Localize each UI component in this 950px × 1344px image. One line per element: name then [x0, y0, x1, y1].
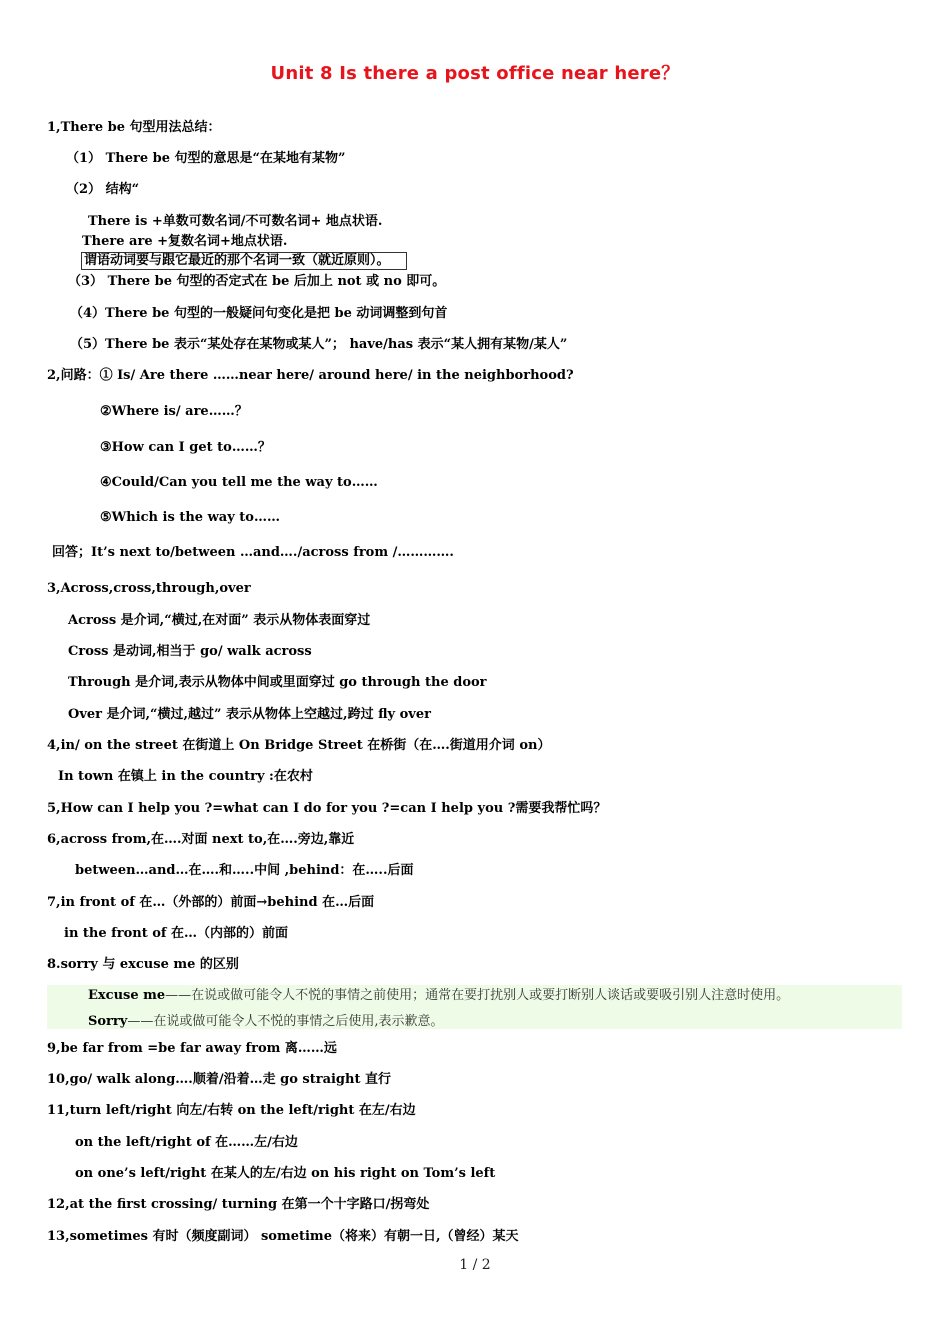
section-2-heading: 2,问路：① Is/ Are there ……near here/ around here/ in the neighborhood? — [47, 368, 574, 383]
sorry-line — [88, 1014, 443, 1030]
section-2-answer: 回答；It’s next to/between …and…./across from /…………. — [52, 545, 454, 560]
section-2-item-3: ③How can I get to……？ — [100, 440, 271, 455]
section-11-line-2: on the left/right of 在……左/右边 — [75, 1135, 298, 1150]
section-3-cross: Cross 是动词,相当于 go/ walk across — [68, 644, 312, 659]
section-13: 13,sometimes 有时（频度副词） sometime（将来）有朝一日,（曾经）某天 — [47, 1229, 519, 1244]
page-title: Unit 8 Is there a post office near here？ — [270, 63, 680, 84]
section-2-item-5: ⑤Which is the way to…… — [100, 510, 280, 525]
section-5: 5,How can I help you ?=what can I do for you ?=can I help you ?需要我帮忙吗？ — [47, 801, 607, 816]
section-3-through: Through 是介词,表示从物体中间或里面穿过 go through the door — [68, 675, 487, 690]
section-3-over: Over 是介词,“横过,越过” 表示从物体上空越过,跨过 fly over — [68, 707, 431, 722]
structure-there-are: There are +复数名词+地点状语. — [82, 234, 288, 249]
section-4-heading: 4,in/ on the street 在街道上 On Bridge Street 在桥街（在….街道用介词 on） — [47, 738, 551, 753]
excuse-me-line — [88, 988, 789, 1004]
excuse-me-label: Excuse me — [88, 988, 166, 1003]
section-7-line-2: in the front of 在…（内部的）前面 — [64, 926, 289, 941]
section-1-heading: 1,There be 句型用法总结： — [47, 120, 221, 135]
section-2-item-4: ④Could/Can you tell me the way to…… — [100, 475, 378, 490]
section-6-heading: 6,across from,在….对面 next to,在….旁边,靠近 — [47, 832, 355, 847]
section-3-heading: 3,Across,cross,through,over — [47, 581, 251, 596]
rule-box-text: 谓语动词要与跟它最近的那个名词一致（就近原则）。 — [84, 253, 390, 268]
section-4-line-2: In town 在镇上 in the country :在农村 — [58, 769, 313, 784]
section-1-item-4: （4）There be 句型的一般疑问句变化是把 be 动词调整到句首 — [70, 306, 448, 321]
section-3-across: Across 是介词,“横过,在对面” 表示从物体表面穿过 — [68, 613, 371, 628]
section-6-line-2: between…and…在….和…..中间 ,behind：在…..后面 — [75, 863, 414, 878]
section-10: 10,go/ walk along….顺着/沿着…走 go straight 直行 — [47, 1072, 392, 1087]
section-11-heading: 11,turn left/right 向左/右转 on the left/right 在左/右边 — [47, 1103, 416, 1118]
sorry-label: Sorry — [88, 1014, 128, 1029]
section-1-item-5: （5）There be 表示“某处存在某物或某人”； have/has 表示“某人拥有某物/某人” — [70, 337, 568, 352]
section-9: 9,be far from =be far away from 离……远 — [47, 1041, 337, 1056]
section-1-item-1: （1） There be 句型的意思是“在某地有某物” — [66, 151, 346, 166]
section-7-heading: 7,in front of 在…（外部的）前面→behind 在…后面 — [47, 895, 375, 910]
structure-there-is: There is +单数可数名词/不可数名词+ 地点状语. — [88, 214, 383, 229]
section-12: 12,at the first crossing/ turning 在第一个十字路口/拐弯处 — [47, 1197, 430, 1212]
excuse-me-text: ——在说或做可能令人不悦的事情之前使用；通常在要打扰别人或要打断别人谈话或要吸引别人注意时使用。 — [165, 988, 790, 1003]
section-1-item-2: （2） 结构“ — [66, 182, 140, 197]
section-8-heading: 8.sorry 与 excuse me 的区别 — [47, 957, 239, 972]
section-1-item-3: （3） There be 句型的否定式在 be 后加上 not 或 no 即可。 — [68, 274, 446, 289]
section-2-item-2: ②Where is/ are……？ — [100, 404, 248, 419]
rule-box — [81, 252, 407, 270]
section-11-line-3: on one’s left/right 在某人的左/右边 on his right on Tom’s left — [75, 1166, 496, 1181]
page-number: 1 / 2 — [459, 1257, 491, 1273]
sorry-text: ——在说或做可能令人不悦的事情之后使用,表示歉意。 — [127, 1014, 444, 1029]
